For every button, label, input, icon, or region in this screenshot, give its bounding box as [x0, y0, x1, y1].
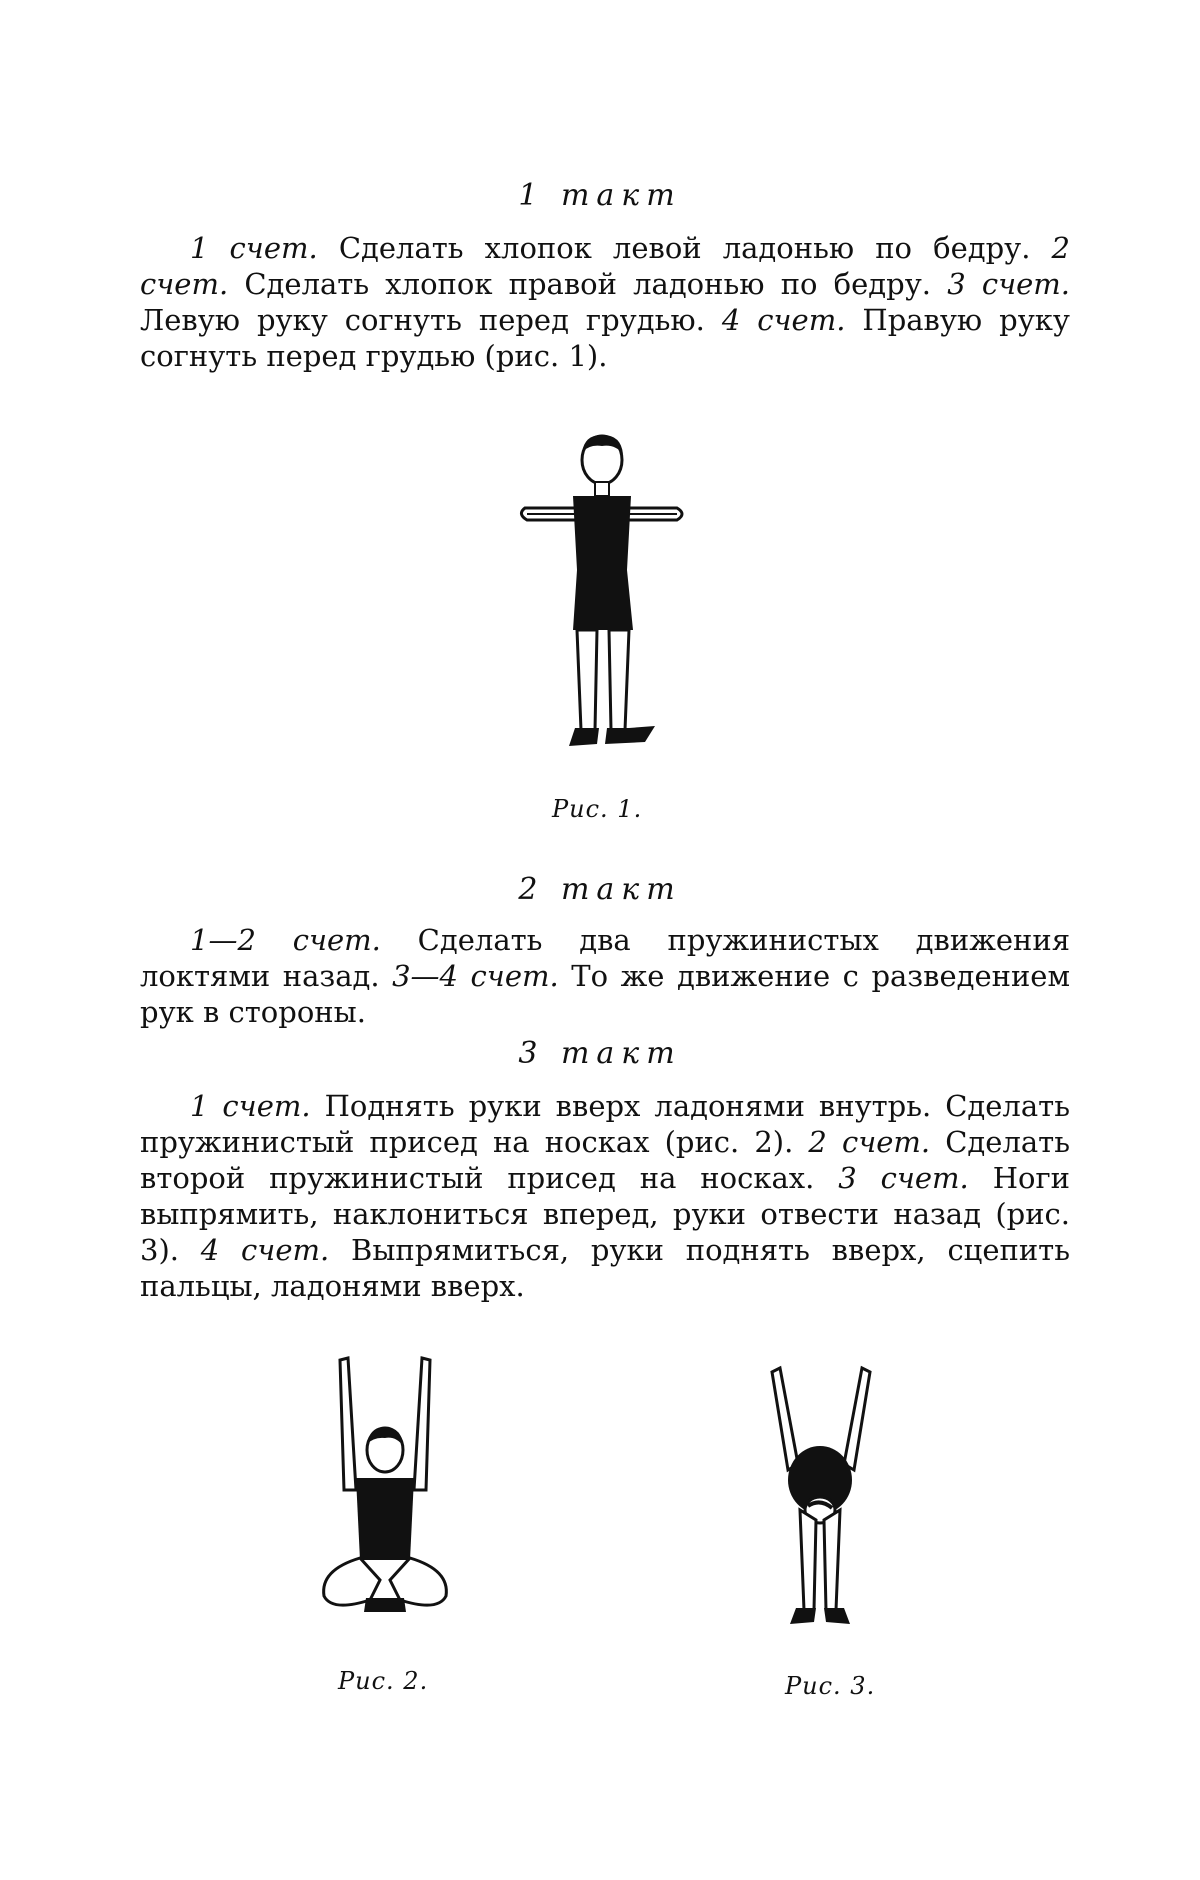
count-label: 3 счет.	[838, 1161, 969, 1195]
instruction-text: Сделать хлопок левой ладонью по бедру.	[317, 231, 1052, 265]
instruction-text: Правую руку согнуть перед грудью (рис. 1).	[140, 303, 1070, 373]
instruction-text: Сделать два пружинистых движения локтями назад.	[140, 923, 1070, 993]
instruction-text: Сделать хлопок правой ладонью по бедру.	[228, 267, 948, 301]
instruction-text: Выпрямиться, руки поднять вверх, сцепить пальцы, ладонями вверх.	[140, 1233, 1070, 1303]
section-1-text	[140, 230, 1070, 374]
count-label: 3 счет.	[947, 267, 1070, 301]
figure-1-caption: Рис. 1.	[552, 795, 643, 823]
count-label: 1 счет.	[190, 231, 318, 265]
section-3-text	[140, 1088, 1070, 1304]
figure-2-illustration	[310, 1350, 470, 1650]
count-label: 2 счет.	[808, 1125, 931, 1159]
count-label: 1 счет.	[190, 1089, 311, 1123]
figure-1-illustration	[505, 430, 695, 770]
section-3-title: 3 такт	[518, 1036, 682, 1071]
count-label: 4 счет.	[721, 303, 846, 337]
figure-2-caption: Рис. 2.	[338, 1667, 429, 1695]
section-2-title: 2 такт	[518, 872, 682, 907]
instruction-text: Левую руку согнуть перед грудью.	[140, 303, 722, 337]
count-label: 2 счет.	[140, 231, 1070, 301]
count-label: 3—4 счет.	[392, 959, 559, 993]
instruction-text: Сделать второй пружинистый присед на носках.	[140, 1125, 1070, 1195]
instruction-text: Ноги выпрямить, наклониться вперед, руки отвести назад (рис. 3).	[140, 1161, 1070, 1267]
figure-3-caption: Рис. 3.	[785, 1672, 876, 1700]
count-label: 4 счет.	[200, 1233, 330, 1267]
figure-3-illustration	[760, 1360, 880, 1640]
count-label: 1—2 счет.	[190, 923, 381, 957]
section-1-title: 1 такт	[518, 178, 682, 213]
instruction-text: Поднять руки вверх ладонями внутрь. Сделать пружинистый присед на носках (рис. 2).	[140, 1089, 1070, 1159]
section-2-text	[140, 922, 1070, 1030]
instruction-text: То же движение с разведением рук в стороны.	[140, 959, 1071, 1029]
